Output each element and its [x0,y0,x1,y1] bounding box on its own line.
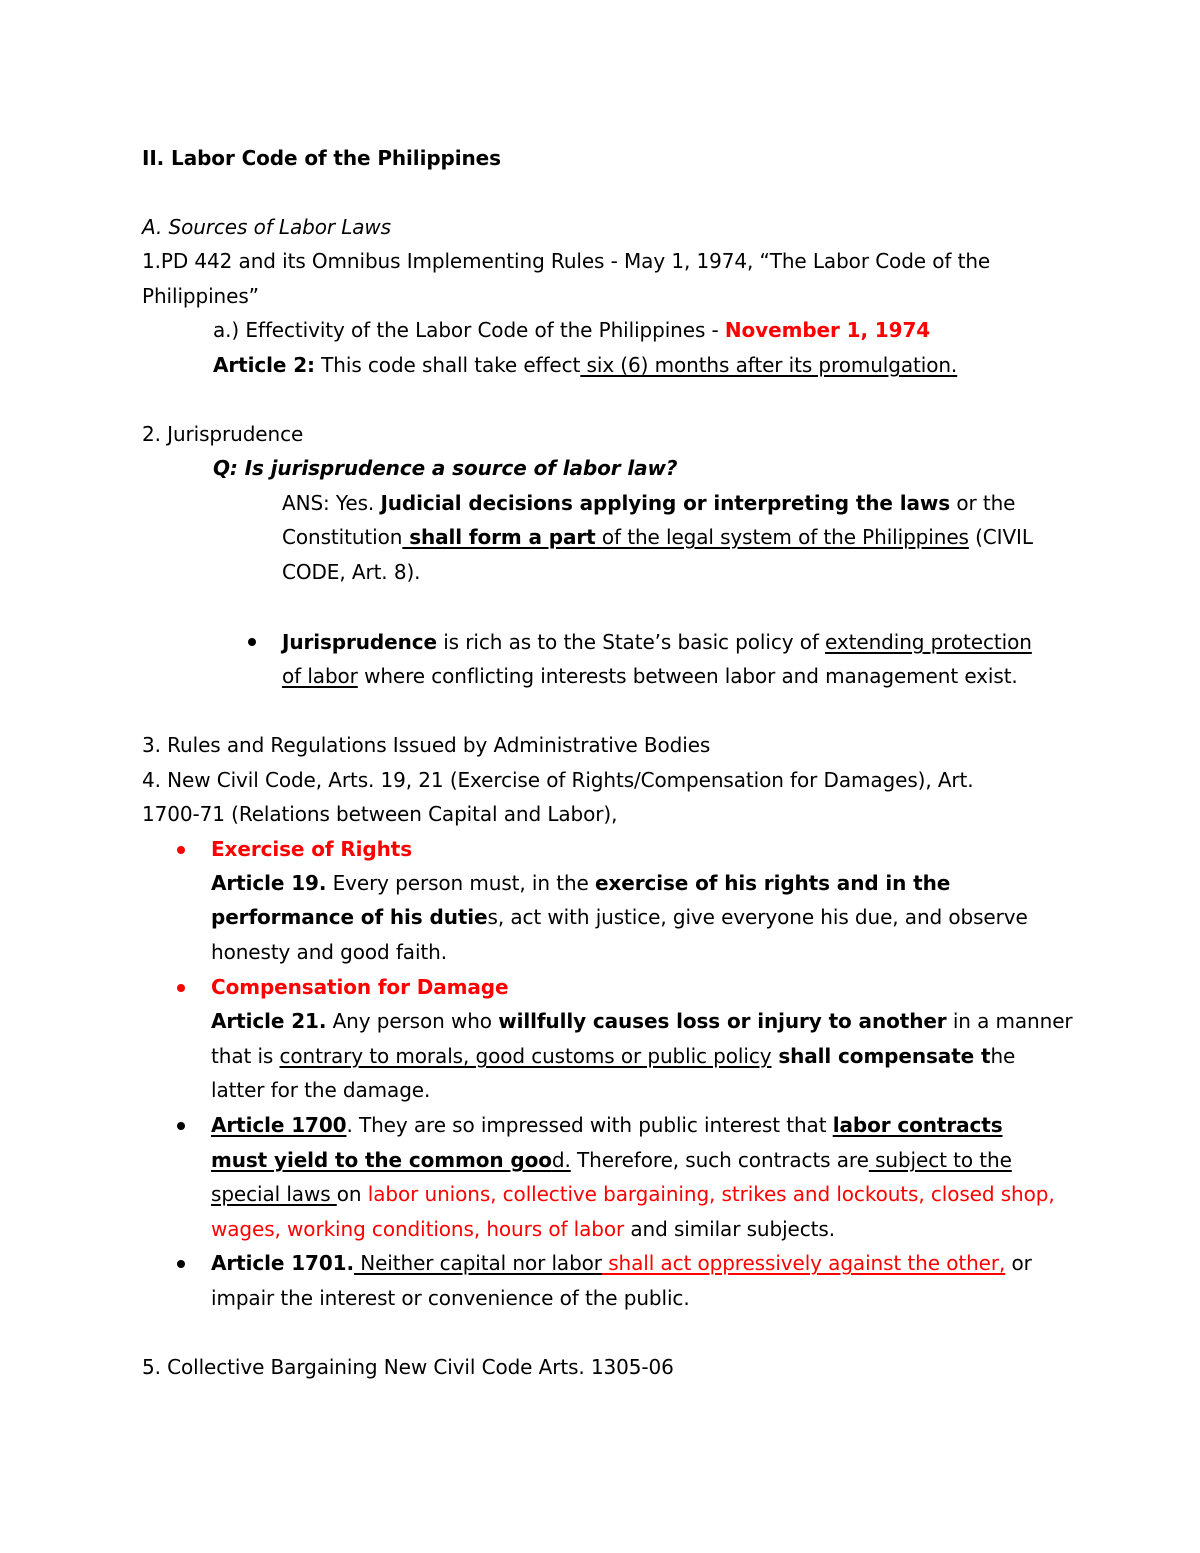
article-1700-line-1 [211,1108,1003,1142]
article-19-bold-2: performance of his dutie [211,905,488,929]
article-19-label: Article 19. [211,871,327,895]
effectivity-date: November 1, 1974 [724,318,931,342]
article-1700-line-2 [211,1143,1012,1177]
article-1701-label: Article 1701. [211,1251,354,1275]
jurisprudence-bullet-line-1 [282,625,1032,659]
article-1700-bold: labor contracts [832,1113,1003,1137]
article-1700-label: Article 1700 [211,1113,347,1137]
answer-line-2 [282,520,1033,554]
bullet-icon [177,1260,185,1268]
item-1-line-1: 1.PD 442 and its Omnibus Implementing Rules - May 1, 1974, “The Labor Code of the [142,249,991,273]
article-21-line-3: latter for the damage. [211,1078,431,1102]
article-2-label: Article 2: [213,353,315,377]
section-heading: II. Labor Code of the Philippines [142,146,501,170]
answer-prefix: ANS: Yes. [282,491,381,515]
article-21-text-3: that is [211,1044,280,1068]
item-2-heading: 2. Jurisprudence [142,422,304,446]
article-19-bold: exercise of his rights and in the [595,871,951,895]
item-4-line-2: 1700-71 (Relations between Capital and Labor), [142,802,618,826]
bullet-icon [177,1122,185,1130]
article-1701-text: or [1005,1251,1032,1275]
article-21-text-2: in a manner [946,1009,1073,1033]
article-21-bold: willfully causes loss or injury to another [498,1009,947,1033]
exercise-of-rights-heading: Exercise of Rights [211,837,413,861]
article-1700-bold-2: must yield to the common goo [211,1148,552,1172]
article-1700-text-3: on [336,1182,368,1206]
article-19-line-2 [211,900,1028,934]
article-1701-underlined: Neither capital nor labor [353,1251,602,1275]
article-1700-line-4 [211,1212,835,1246]
bullet-text: is rich as to the State’s basic policy of [436,630,826,654]
answer-suffix: or the [950,491,1016,515]
article-1701-line-2: impair the interest or convenience of the public. [211,1286,690,1310]
article-2-text: This code shall take effect [314,353,581,377]
answer-constitution: Constitution [282,525,403,549]
article-21-label: Article 21. [211,1009,327,1033]
subheading-sources: A. Sources of Labor Laws [142,215,391,239]
article-1700-text-2: Therefore, such contracts are [570,1148,869,1172]
article-2-underlined: six (6) months after its promulgation. [580,353,958,377]
article-21-underlined: contrary to morals, good customs or public policy [279,1044,772,1068]
jurisprudence-bullet-line-2 [282,659,1018,693]
effectivity-line [213,313,930,347]
article-1700-underlined-2: subject to the [868,1148,1012,1172]
bullet-bold: Jurisprudence [282,630,437,654]
article-1700-red: labor unions, collective bargaining, strikes and lockouts, closed shop, [367,1182,1055,1206]
article-21-line-2 [211,1039,1015,1073]
answer-civil: (CIVIL [968,525,1033,549]
bullet-text-2: where conflicting interests between labor and management exist. [357,664,1018,688]
article-19-text-2: s, act with justice, give everyone his due, and observe [487,905,1028,929]
bullet-underlined-2: of labor [282,664,358,688]
article-1701-red: shall act oppressively against the other, [601,1251,1006,1275]
article-21-line-1 [211,1004,1073,1038]
item-5: 5. Collective Bargaining New Civil Code Arts. 1305-06 [142,1355,674,1379]
item-4-line-1: 4. New Civil Code, Arts. 19, 21 (Exercise of Rights/Compensation for Damages), Art. [142,768,974,792]
bullet-icon [177,984,185,992]
answer-bold: Judicial decisions applying or interpreting the laws [380,491,951,515]
article-19-line-3: honesty and good faith. [211,940,447,964]
compensation-heading: Compensation for Damage [211,975,509,999]
bullet-icon [177,846,185,854]
article-1700-underlined: d. [551,1148,571,1172]
article-1701-line-1 [211,1246,1032,1280]
article-1700-line-3 [211,1177,1055,1211]
article-21-text: Any person who [326,1009,499,1033]
article-1700-red-2: wages, working conditions, hours of labor [211,1217,625,1241]
bullet-icon [248,638,256,646]
answer-shall-form: shall form a part [402,525,596,549]
answer-line-3: CODE, Art. 8). [282,560,421,584]
article-1700-underlined-3: special laws [211,1182,337,1206]
article-21-text-4: he [990,1044,1016,1068]
effectivity-text: a.) Effectivity of the Labor Code of the Philippines - [213,318,725,342]
jurisprudence-question: Q: Is jurisprudence a source of labor law? [213,456,678,480]
article-1700-text-4: and similar subjects. [624,1217,835,1241]
article-19-text: Every person must, in the [326,871,595,895]
article-19-line-1 [211,866,950,900]
article-21-bold-2: shall compensate t [771,1044,991,1068]
item-1-line-2: Philippines” [142,284,259,308]
article-1700-text: . They are so impressed with public interest that [346,1113,833,1137]
bullet-underlined: extending protection [825,630,1032,654]
answer-legal-system: of the legal system of the Philippines [595,525,969,549]
item-3: 3. Rules and Regulations Issued by Administrative Bodies [142,733,711,757]
answer-line-1 [282,486,1015,520]
article-2-line [213,348,957,382]
